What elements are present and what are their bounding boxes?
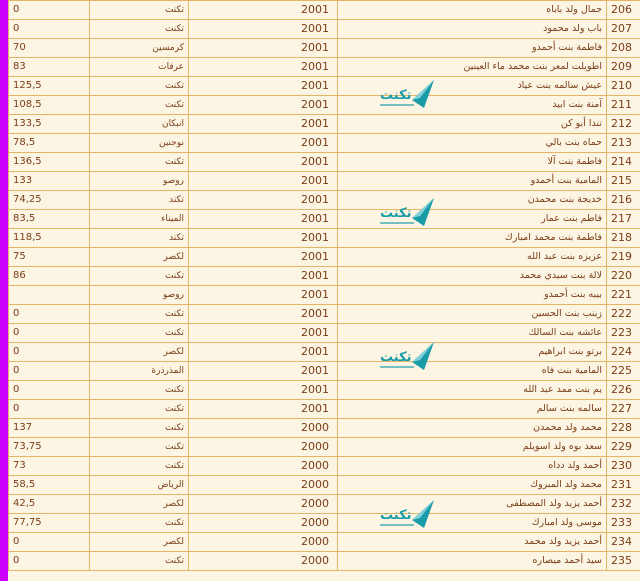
year-cell: 2001 [189,115,338,134]
year-cell: 2001 [189,248,338,267]
score-cell: 0 [9,400,90,419]
name-cell: تندا أبو كن [338,115,607,134]
place-cell: تكنت [90,400,189,419]
year-cell: 2001 [189,77,338,96]
place-cell: تكنت [90,419,189,438]
watermark-text: تكنت [380,206,412,221]
table-row [9,1,640,20]
score-cell: 73 [9,457,90,476]
score-cell: 58,5 [9,476,90,495]
row-number-cell: 221 [607,286,640,305]
row-number-cell: 217 [607,210,640,229]
score-cell: 108,5 [9,96,90,115]
place-cell: تكنت [90,305,189,324]
place-cell: الرياض [90,476,189,495]
name-cell: حماه بنت بالي [338,134,607,153]
year-cell: 2001 [189,210,338,229]
year-cell: 2000 [189,457,338,476]
year-cell: 2001 [189,134,338,153]
name-cell: سالمه بنت سالم [338,400,607,419]
year-cell: 2001 [189,153,338,172]
row-number-cell: 219 [607,248,640,267]
name-cell: بيبه بنت أحمدو [338,286,607,305]
place-cell: روصو [90,286,189,305]
table-row [9,172,640,191]
place-cell: تكنت [90,457,189,476]
row-number-cell: 226 [607,381,640,400]
year-cell: 2000 [189,514,338,533]
row-number-cell: 208 [607,39,640,58]
year-cell: 2001 [189,324,338,343]
name-cell: عزيزه بنت عبد الله [338,248,607,267]
name-cell: سيد أحمد ميصاره [338,552,607,571]
table-row [9,400,640,419]
row-number-cell: 233 [607,514,640,533]
name-cell: أحمد يزيد ولد المصطفى [338,495,607,514]
score-cell: 118,5 [9,229,90,248]
name-cell: محمد ولد المبروك [338,476,607,495]
score-cell: 0 [9,552,90,571]
score-cell: 0 [9,324,90,343]
year-cell: 2001 [189,39,338,58]
name-cell: عيش سالمه بنت عياد [338,77,607,96]
row-number-cell: 227 [607,400,640,419]
year-cell: 2000 [189,438,338,457]
score-cell: 70 [9,39,90,58]
year-cell: 2001 [189,191,338,210]
score-cell: 83,5 [9,210,90,229]
table-row [9,115,640,134]
name-cell: جمال ولد باباه [338,1,607,20]
table-body [9,1,640,571]
name-cell: خديجة بنت محمدن [338,191,607,210]
place-cell: تكنت [90,324,189,343]
table-row [9,96,640,115]
row-number-cell: 232 [607,495,640,514]
row-number-cell: 228 [607,419,640,438]
year-cell: 2001 [189,1,338,20]
year-cell: 2000 [189,533,338,552]
place-cell: كرمسين [90,39,189,58]
place-cell: روصو [90,172,189,191]
row-number-cell: 230 [607,457,640,476]
year-cell: 2000 [189,552,338,571]
name-cell: برتو بنت ابراهيم [338,343,607,362]
score-cell: 77,75 [9,514,90,533]
table-row [9,362,640,381]
score-cell: 0 [9,343,90,362]
row-number-cell: 218 [607,229,640,248]
score-cell: 75 [9,248,90,267]
year-cell: 2001 [189,286,338,305]
score-cell: 73,75 [9,438,90,457]
name-cell: باب ولد محمود [338,20,607,39]
score-cell: 136,5 [9,153,90,172]
place-cell: تكنت [90,267,189,286]
table-row [9,419,640,438]
score-cell: 0 [9,533,90,552]
name-cell: فاطمة بنت آلا [338,153,607,172]
year-cell: 2001 [189,381,338,400]
name-cell: عائشه بنت السالك [338,324,607,343]
name-cell: المامية بنت فاه [338,362,607,381]
score-cell: 0 [9,1,90,20]
year-cell: 2001 [189,172,338,191]
watermark-text: تكنت [380,350,412,365]
row-number-cell: 231 [607,476,640,495]
place-cell: لكصر [90,248,189,267]
place-cell: المذرذرة [90,362,189,381]
score-cell: 86 [9,267,90,286]
year-cell: 2001 [189,362,338,381]
name-cell: المامية بنت أحمدو [338,172,607,191]
name-cell: أحمد يزيد ولد محمد [338,533,607,552]
table-row [9,267,640,286]
table-row [9,438,640,457]
score-cell: 133,5 [9,115,90,134]
place-cell: انبكان [90,115,189,134]
name-cell: يم بنت ممد عبد الله [338,381,607,400]
name-cell: فاطم بنت عمار [338,210,607,229]
row-number-cell: 214 [607,153,640,172]
place-cell: تكنت [90,381,189,400]
row-number-cell: 216 [607,191,640,210]
table-row [9,248,640,267]
year-cell: 2001 [189,20,338,39]
table-row [9,324,640,343]
table-row [9,514,640,533]
table-row [9,476,640,495]
name-cell: محمد ولد محمدن [338,419,607,438]
place-cell: لكصر [90,343,189,362]
row-number-cell: 225 [607,362,640,381]
name-cell: زينب بنت الحسين [338,305,607,324]
place-cell: تكند [90,229,189,248]
row-number-cell: 211 [607,96,640,115]
year-cell: 2001 [189,343,338,362]
score-cell: 133 [9,172,90,191]
year-cell: 2001 [189,400,338,419]
place-cell: تكنت [90,552,189,571]
score-cell: 0 [9,362,90,381]
score-cell: 0 [9,305,90,324]
row-number-cell: 234 [607,533,640,552]
year-cell: 2000 [189,476,338,495]
table-row [9,153,640,172]
year-cell: 2001 [189,58,338,77]
place-cell: تكنت [90,514,189,533]
name-cell: أحمد ولد دداه [338,457,607,476]
results-sheet [8,0,640,581]
table-row [9,533,640,552]
year-cell: 2001 [189,267,338,286]
name-cell: سعد بوه ولد اسويلم [338,438,607,457]
score-cell: 74,25 [9,191,90,210]
table-row [9,58,640,77]
name-cell: آمنة بنت ابيد [338,96,607,115]
score-cell: 0 [9,381,90,400]
place-cell: تكند [90,191,189,210]
place-cell: تكنت [90,77,189,96]
place-cell: تكنت [90,438,189,457]
row-number-cell: 215 [607,172,640,191]
row-number-cell: 210 [607,77,640,96]
row-number-cell: 213 [607,134,640,153]
row-number-cell: 224 [607,343,640,362]
row-number-cell: 206 [607,1,640,20]
place-cell: تكنت [90,1,189,20]
score-cell: 42,5 [9,495,90,514]
year-cell: 2001 [189,305,338,324]
table-row [9,457,640,476]
score-cell: 83 [9,58,90,77]
place-cell: تكنت [90,20,189,39]
row-number-cell: 207 [607,20,640,39]
table-row [9,20,640,39]
table-row [9,210,640,229]
year-cell: 2000 [189,419,338,438]
place-cell: تكنت [90,153,189,172]
year-cell: 2001 [189,96,338,115]
score-cell: 137 [9,419,90,438]
table-row [9,77,640,96]
name-cell: اطويلت لمعر بنت محمد ماء العينين [338,58,607,77]
students-table [8,0,640,571]
table-row [9,343,640,362]
row-number-cell: 229 [607,438,640,457]
page-left-border [0,0,8,581]
table-row [9,39,640,58]
year-cell: 2000 [189,495,338,514]
row-number-cell: 235 [607,552,640,571]
score-cell [9,286,90,305]
table-row [9,305,640,324]
table-row [9,191,640,210]
place-cell: عرفات [90,58,189,77]
row-number-cell: 220 [607,267,640,286]
row-number-cell: 223 [607,324,640,343]
place-cell: لكصر [90,533,189,552]
table-row [9,495,640,514]
name-cell: فاطمة بنت أحمدو [338,39,607,58]
table-row [9,286,640,305]
row-number-cell: 222 [607,305,640,324]
score-cell: 125,5 [9,77,90,96]
year-cell: 2001 [189,229,338,248]
name-cell: لالة بنت سيدي محمد [338,267,607,286]
row-number-cell: 212 [607,115,640,134]
name-cell: موسى ولد امبارك [338,514,607,533]
table-row [9,381,640,400]
row-number-cell: 209 [607,58,640,77]
place-cell: الميناء [90,210,189,229]
score-cell: 0 [9,20,90,39]
place-cell: تكنت [90,96,189,115]
place-cell: نوجنين [90,134,189,153]
name-cell: فاطمة بنت محمد امبارك [338,229,607,248]
watermark-text: تكنت [380,508,412,523]
place-cell: لكصر [90,495,189,514]
watermark-text: تكنت [380,88,412,103]
table-row [9,552,640,571]
table-row [9,134,640,153]
table-row [9,229,640,248]
score-cell: 78,5 [9,134,90,153]
